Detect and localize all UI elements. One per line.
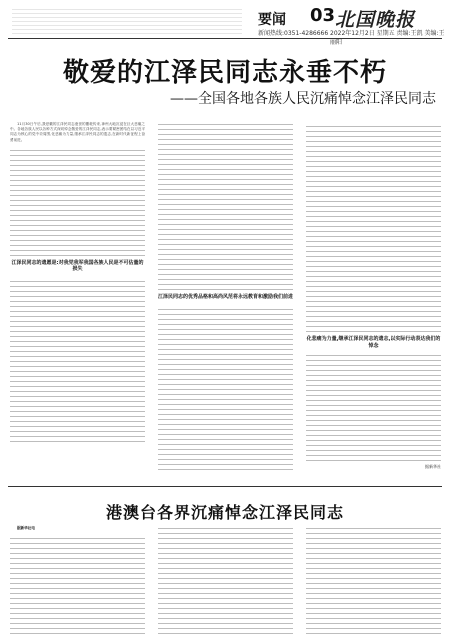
dateline: 2022年12月2日 星期五 责编:王凯 美编:王丽阳 — [330, 30, 445, 46]
second-article-body — [10, 526, 442, 636]
main-headline: 敬爱的江泽民同志永垂不朽 — [62, 58, 387, 88]
masthead — [0, 0, 450, 46]
top-rule — [8, 38, 442, 39]
section-name: 要闻 — [258, 12, 286, 28]
second-column-2 — [158, 526, 293, 634]
newspaper-logo: 北国晚报 — [335, 9, 416, 31]
article-signature: 据新华社 — [425, 464, 441, 469]
body-text-block — [158, 122, 293, 290]
body-text-block — [306, 122, 441, 332]
article-column-2 — [158, 122, 293, 470]
section-subhead-3: 化悲痛为力量,继承江泽民同志的遗志,以实际行动表达我们的悼念 — [306, 336, 441, 349]
body-text-block — [158, 526, 293, 634]
second-column-3 — [306, 526, 441, 634]
article-body — [10, 122, 442, 477]
article-column-1 — [10, 122, 145, 442]
intro-paragraph: 11月30日午后,我爱戴的江泽民同志逝世的噩耗传来,神州大地沉浸在巨大悲痛之中。各地各族人民以各种方式深切悼念敬爱的江泽民同志,表示要紧密团结在以习近平同志为核心的党中央周围,化悲痛为力量,继承江泽民同志的遗志,在新时代新征程上奋勇前进。 — [10, 122, 145, 142]
body-text-block — [10, 146, 145, 256]
second-column-1 — [10, 526, 145, 634]
section-subhead-2: 江泽民同志的优秀品格和高尚风范将永远教育和激励我们前进 — [158, 294, 294, 300]
body-text-block — [306, 526, 441, 634]
body-text-block — [10, 277, 145, 442]
news-hotline: 新闻热线:0351-4286666 — [258, 30, 329, 37]
main-subheadline: ——全国各地各族人民沉痛悼念江泽民同志 — [170, 91, 436, 107]
body-text-block — [10, 534, 145, 634]
masthead-text-block — [12, 8, 242, 34]
body-text-block — [158, 305, 293, 470]
lead-source: 据新华社电 — [17, 526, 35, 530]
section-subhead-1: 江泽民同志的遗愿是:对我党我军我国各族人民是不可估量的损失 — [11, 259, 144, 273]
body-text-block — [306, 353, 441, 461]
section-divider — [8, 486, 442, 487]
second-headline: 港澳台各界沉痛悼念江泽民同志 — [105, 503, 344, 522]
page-number: 03 — [310, 5, 336, 26]
article-column-3 — [306, 122, 441, 470]
